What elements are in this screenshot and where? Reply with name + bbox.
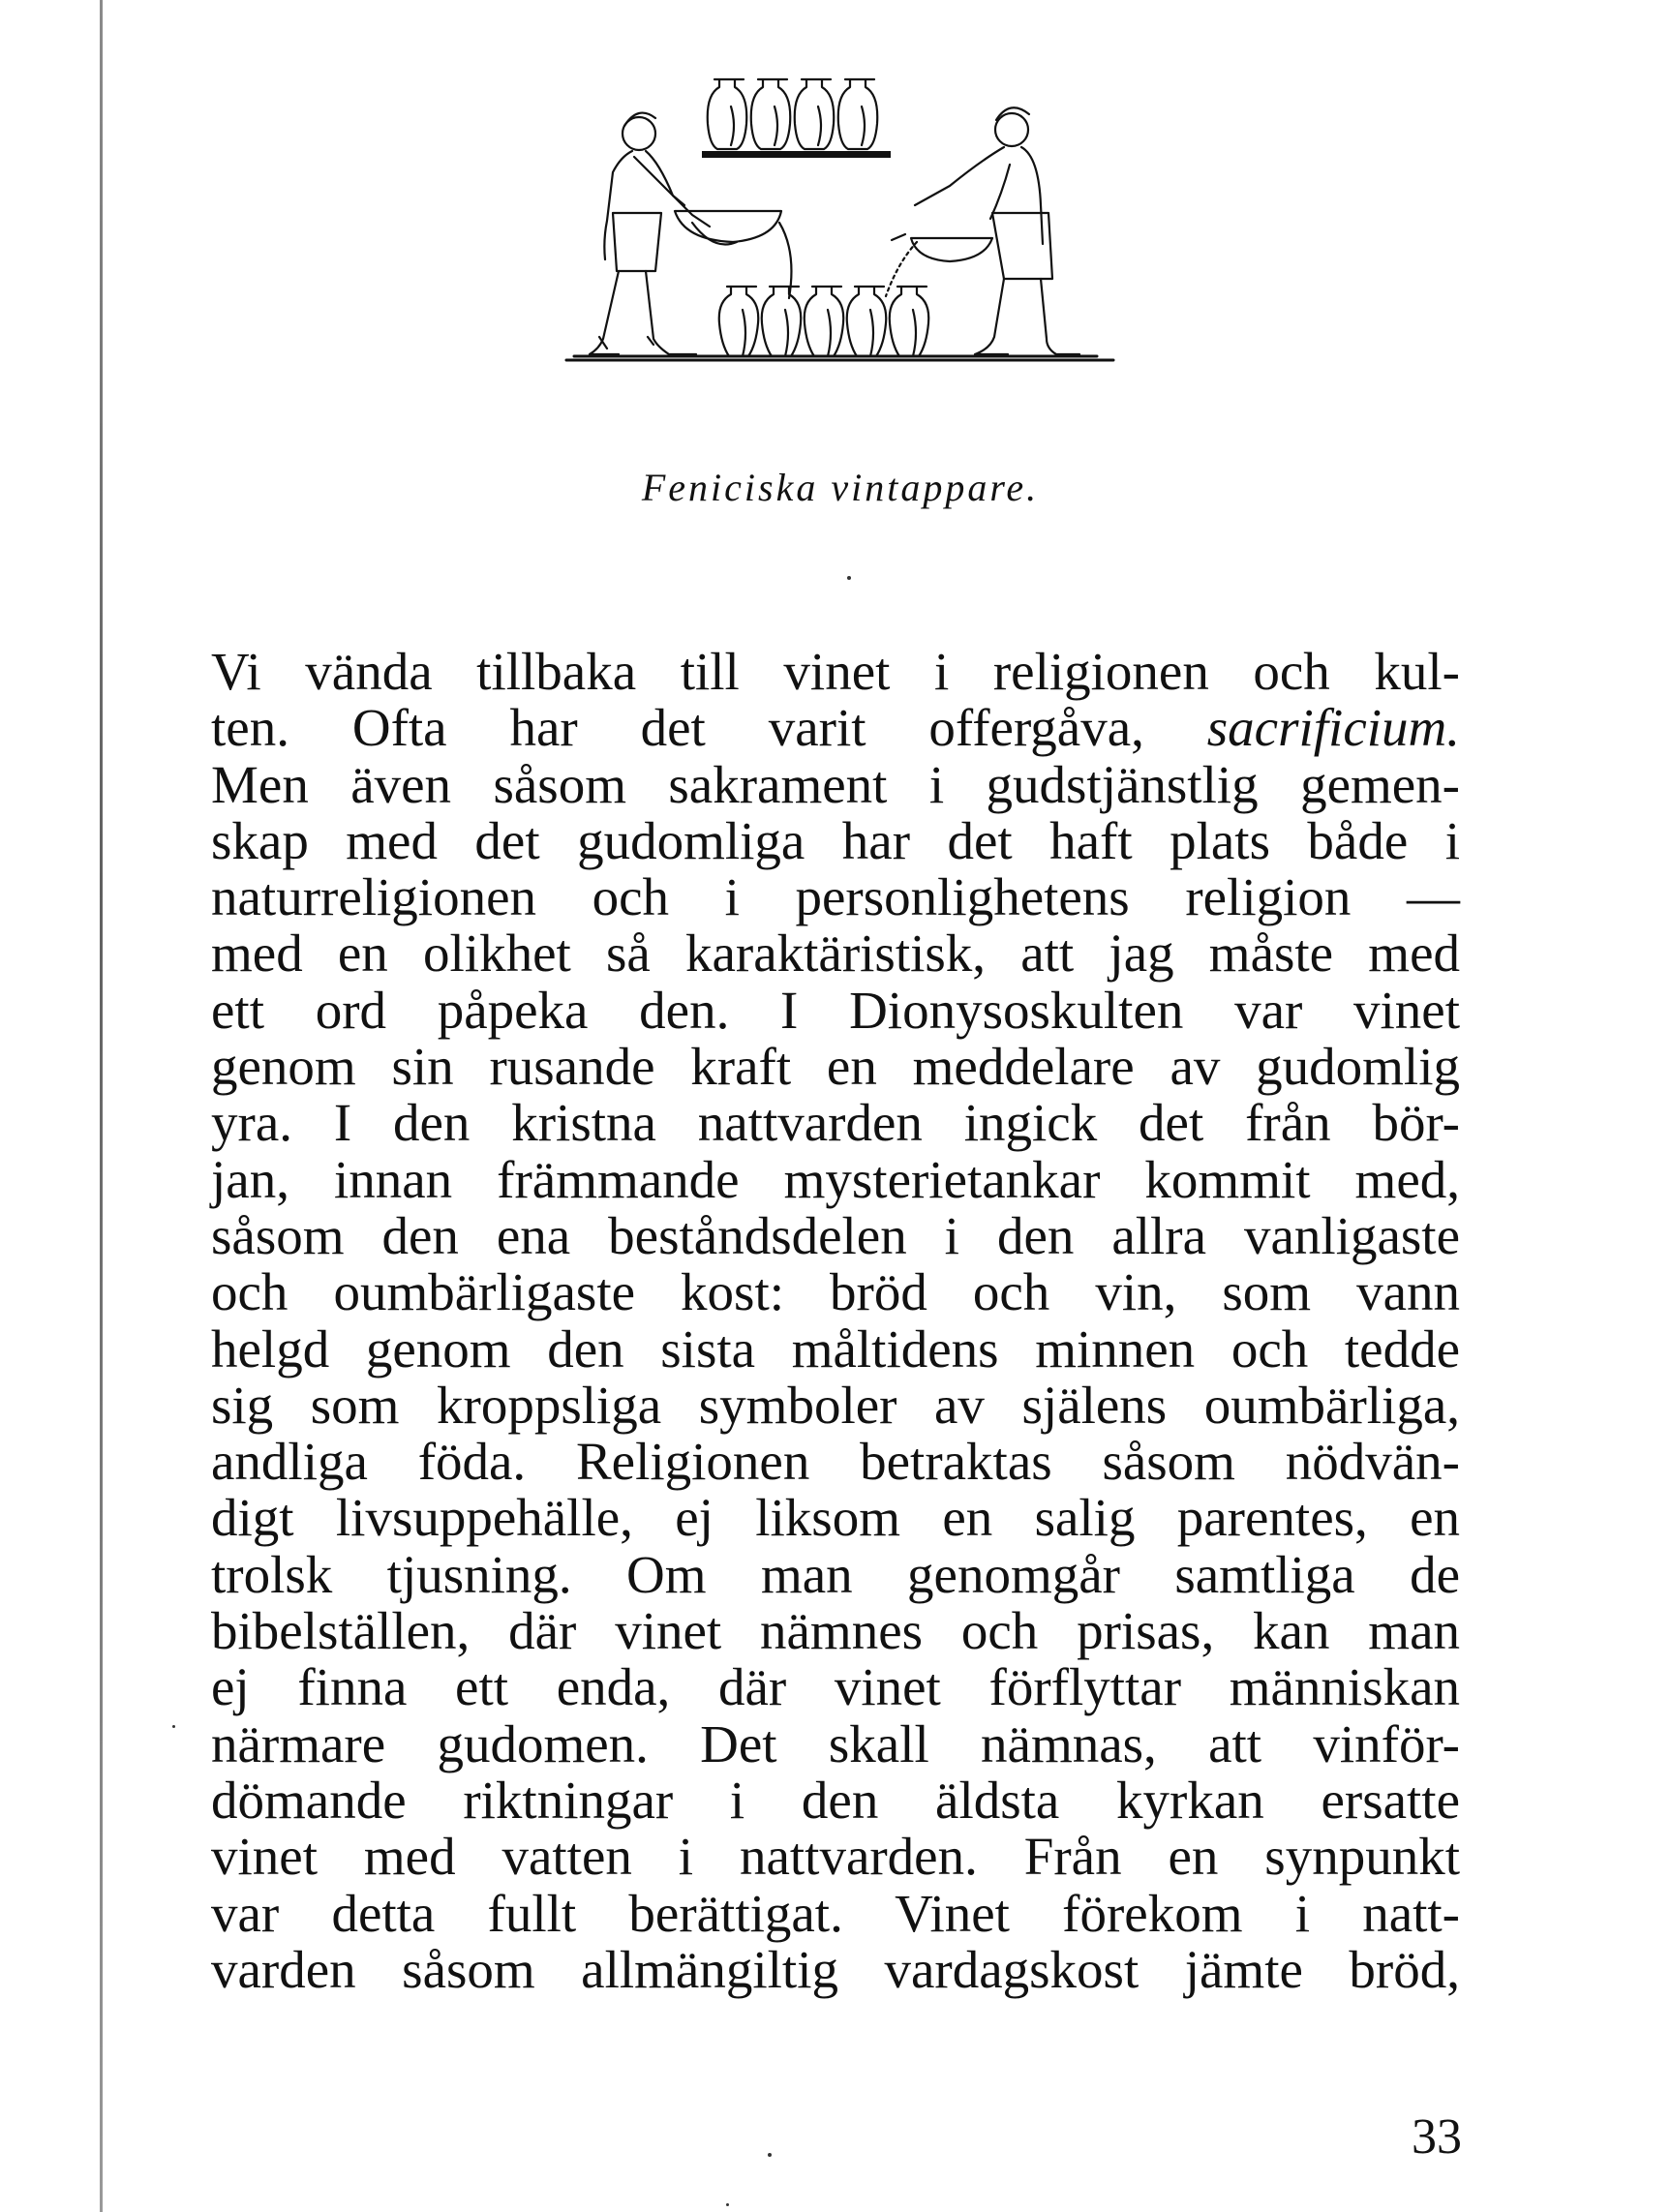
text-line: Vi vända tillbaka till vinet i religionen och kul- <box>211 642 1460 701</box>
text-line: bibelställen, där vinet nämnes och prisas, kan man <box>211 1601 1460 1661</box>
shelf <box>702 151 891 158</box>
text-line: vinet med vatten i nattvarden. Från en synpunkt <box>211 1827 1460 1887</box>
text-line: jan, innan främmande mysterietankar kommit med, <box>211 1149 1460 1209</box>
floor-jars <box>719 287 929 356</box>
text-line: trolsk tjusning. Om man genomgår samtliga de <box>211 1544 1460 1604</box>
text-line: digt livsuppehälle, ej liksom en salig parentes, en <box>211 1488 1460 1548</box>
left-figure <box>590 113 710 354</box>
text-line-content: ten. Ofta har det varit offergåva, sacrificium. <box>211 698 1460 758</box>
paper-speck <box>172 1725 175 1728</box>
left-bowl <box>675 211 781 245</box>
shelf-jars <box>708 79 878 149</box>
text-line: och oumbärligaste kost: bröd och vin, som vann <box>211 1262 1460 1322</box>
page-number: 33 <box>1412 2109 1462 2165</box>
right-figure <box>915 107 1079 354</box>
text-line: med en olikhet så karaktäristisk, att jag måste med <box>211 924 1460 984</box>
text-line: dömande riktningar i den äldsta kyrkan ersatte <box>211 1770 1460 1830</box>
italic-latin-term: sacrificium. <box>1206 698 1460 758</box>
text-line: sig som kroppsliga symboler av själens oumbärliga, <box>211 1375 1460 1435</box>
text-line: närmare gudomen. Det skall nämnas, att vinför- <box>211 1713 1460 1773</box>
paper-speck <box>847 576 851 580</box>
text-line: var detta fullt berättigat. Vinet förekom i natt- <box>211 1883 1460 1943</box>
body-text <box>211 644 1460 1998</box>
figure-caption-text: Feniciska vintappare. <box>641 466 1040 509</box>
text-line: ett ord påpeka den. I Dionysoskulten var vinet <box>211 980 1460 1040</box>
page-gutter-edge <box>100 0 103 2212</box>
text-line: ej finna ett enda, där vinet förflyttar människan <box>211 1657 1460 1717</box>
text-line: skap med det gudomliga har det haft plats både i <box>211 810 1460 870</box>
text-line: yra. I den kristna nattvarden ingick det från bör- <box>211 1093 1460 1153</box>
text-line: Men även såsom sakrament i gudstjänstlig gemen- <box>211 754 1460 814</box>
text-line: varden såsom allmängiltig vardagskost jämte bröd, <box>211 1939 1460 1999</box>
text-line: såsom den ena beståndsdelen i den allra vanligaste <box>211 1205 1460 1265</box>
paper-speck <box>768 2153 772 2157</box>
paper-speck <box>726 2203 729 2206</box>
text-line: helgd genom den sista måltidens minnen och tedde <box>211 1318 1460 1379</box>
right-bowl <box>892 234 992 261</box>
figure-caption <box>0 465 1671 510</box>
phoenician-wine-tappers-illustration <box>537 68 1157 436</box>
text-line: andliga föda. Religionen betraktas såsom nödvän- <box>211 1432 1460 1492</box>
text-line: genom sin rusande kraft en meddelare av gudomlig <box>211 1037 1460 1097</box>
text-line <box>211 700 1460 756</box>
text-line: naturreligionen och i personlighetens religion — <box>211 867 1460 927</box>
